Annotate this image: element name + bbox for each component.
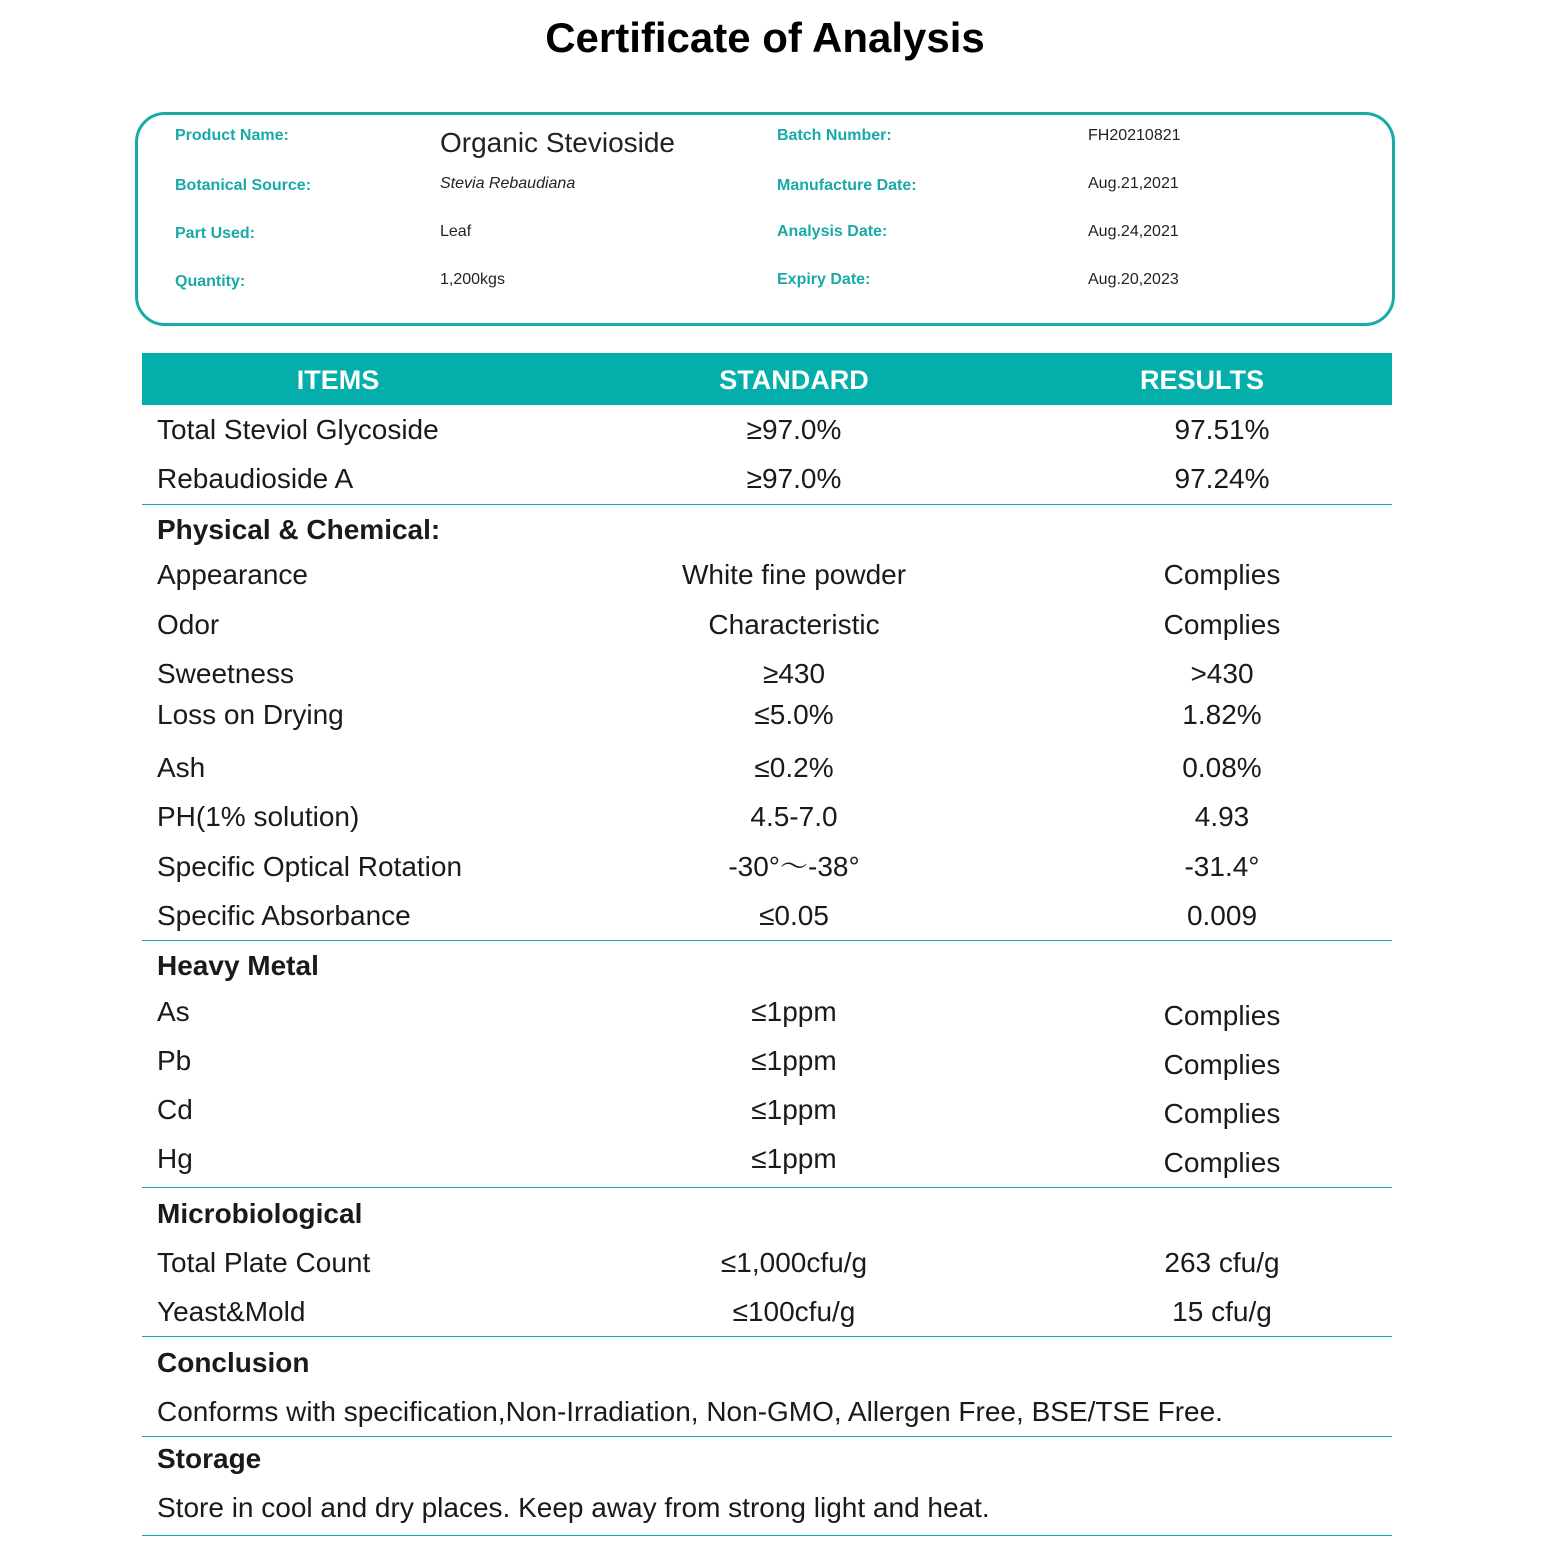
batch-number-label: Batch Number:	[777, 127, 892, 144]
header-standard: STANDARD	[719, 365, 869, 395]
item-result: -31.4°	[1184, 851, 1260, 882]
table-row	[142, 746, 1392, 790]
table-row	[142, 1241, 1392, 1285]
item-result: Complies	[1163, 559, 1281, 590]
item-name: Loss on Drying	[157, 699, 344, 730]
table-row	[142, 1290, 1392, 1334]
item-result: 97.51%	[1174, 414, 1270, 445]
batch-number-value: FH20210821	[1088, 127, 1181, 144]
item-name: Hg	[157, 1143, 193, 1174]
item-name: Rebaudioside A	[157, 463, 354, 494]
item-result: >430	[1190, 658, 1254, 689]
item-standard: -30°～-38°	[728, 851, 860, 882]
analysis-date-value: Aug.24,2021	[1088, 223, 1179, 240]
item-name: Yeast&Mold	[157, 1296, 306, 1327]
table-row	[142, 990, 1392, 1034]
table-row	[142, 795, 1392, 839]
item-result: 15 cfu/g	[1172, 1296, 1272, 1327]
table-row	[142, 652, 1392, 696]
item-standard: ≥430	[762, 658, 826, 689]
item-name: Odor	[157, 609, 220, 640]
item-result: 0.08%	[1182, 752, 1262, 783]
item-name: Total Plate Count	[157, 1247, 371, 1278]
item-result: 1.82%	[1182, 699, 1262, 730]
divider	[142, 940, 1392, 941]
part-used-label: Part Used:	[175, 225, 256, 242]
analysis-date-label: Analysis Date:	[777, 223, 888, 240]
item-name: Specific Optical Rotation	[157, 851, 463, 882]
item-standard: ≤1ppm	[751, 1045, 837, 1076]
manufacture-date-label: Manufacture Date:	[777, 177, 917, 194]
section-physical-chemical: Physical & Chemical:	[157, 514, 441, 545]
item-name: PH(1% solution)	[157, 801, 360, 832]
botanical-source-value: Stevia Rebaudiana	[440, 175, 576, 192]
expiry-date-value: Aug.20,2023	[1088, 271, 1179, 288]
document-title: Certificate of Analysis	[545, 14, 985, 61]
table-row	[142, 1137, 1392, 1181]
quantity-value: 1,200kgs	[440, 271, 505, 288]
item-result: Complies	[1163, 1049, 1281, 1080]
item-standard: Characteristic	[708, 609, 880, 640]
item-standard: ≤0.05	[759, 900, 829, 931]
table-row	[142, 693, 1392, 737]
item-standard: ≤5.0%	[754, 699, 834, 730]
table-header	[142, 353, 1392, 405]
header-items: ITEMS	[296, 365, 380, 395]
botanical-source-label: Botanical Source:	[175, 177, 312, 194]
table-row	[142, 408, 1392, 452]
divider	[142, 1187, 1392, 1188]
table-row	[142, 1039, 1392, 1083]
table-row	[142, 894, 1392, 938]
item-result: Complies	[1163, 609, 1281, 640]
item-standard: White fine powder	[681, 559, 907, 590]
table-row	[142, 603, 1392, 647]
section-heavy-metal: Heavy Metal	[157, 950, 319, 981]
table-row	[142, 1088, 1392, 1132]
item-result: 263 cfu/g	[1164, 1247, 1280, 1278]
item-result: Complies	[1163, 1000, 1281, 1031]
item-name: As	[157, 996, 190, 1027]
quantity-label: Quantity:	[175, 273, 246, 290]
item-standard: ≤1,000cfu/g	[720, 1247, 868, 1278]
item-standard: ≤1ppm	[751, 996, 837, 1027]
product-info-box	[135, 112, 1395, 326]
table-row	[142, 845, 1392, 889]
section-conclusion: Conclusion	[157, 1347, 310, 1378]
table-row	[142, 553, 1392, 597]
item-standard: 4.5-7.0	[750, 801, 838, 832]
item-name: Specific Absorbance	[157, 900, 411, 931]
item-standard: ≤100cfu/g	[732, 1296, 856, 1327]
part-used-value: Leaf	[440, 223, 472, 240]
divider	[142, 1336, 1392, 1337]
storage-text: Store in cool and dry places. Keep away from strong light and heat.	[157, 1492, 990, 1523]
item-result: 4.93	[1194, 801, 1250, 832]
item-result: Complies	[1163, 1147, 1281, 1178]
item-name: Sweetness	[157, 658, 294, 689]
item-standard: ≥97.0%	[746, 414, 842, 445]
section-microbiological: Microbiological	[157, 1198, 363, 1229]
conclusion-text: Conforms with specification,Non-Irradiation, Non-GMO, Allergen Free, BSE/TSE Free.	[157, 1396, 1223, 1427]
item-name: Pb	[157, 1045, 192, 1076]
item-name: Cd	[157, 1094, 193, 1125]
divider	[142, 504, 1392, 505]
divider	[142, 1436, 1392, 1437]
item-result: 97.24%	[1174, 463, 1270, 494]
product-name-value: Organic Stevioside	[440, 127, 676, 158]
item-name: Total Steviol Glycoside	[157, 414, 439, 445]
item-standard: ≥97.0%	[746, 463, 842, 494]
item-standard: ≤1ppm	[751, 1143, 837, 1174]
expiry-date-label: Expiry Date:	[777, 271, 871, 288]
product-name-label: Product Name:	[175, 127, 289, 144]
item-standard: ≤1ppm	[751, 1094, 837, 1125]
table-row	[142, 457, 1392, 501]
item-name: Ash	[157, 752, 206, 783]
header-results: RESULTS	[1139, 365, 1264, 395]
item-standard: ≤0.2%	[754, 752, 834, 783]
manufacture-date-value: Aug.21,2021	[1088, 175, 1179, 192]
item-result: 0.009	[1186, 900, 1258, 931]
section-storage: Storage	[157, 1443, 262, 1474]
item-name: Appearance	[157, 559, 309, 590]
item-result: Complies	[1163, 1098, 1281, 1129]
divider	[142, 1535, 1392, 1536]
